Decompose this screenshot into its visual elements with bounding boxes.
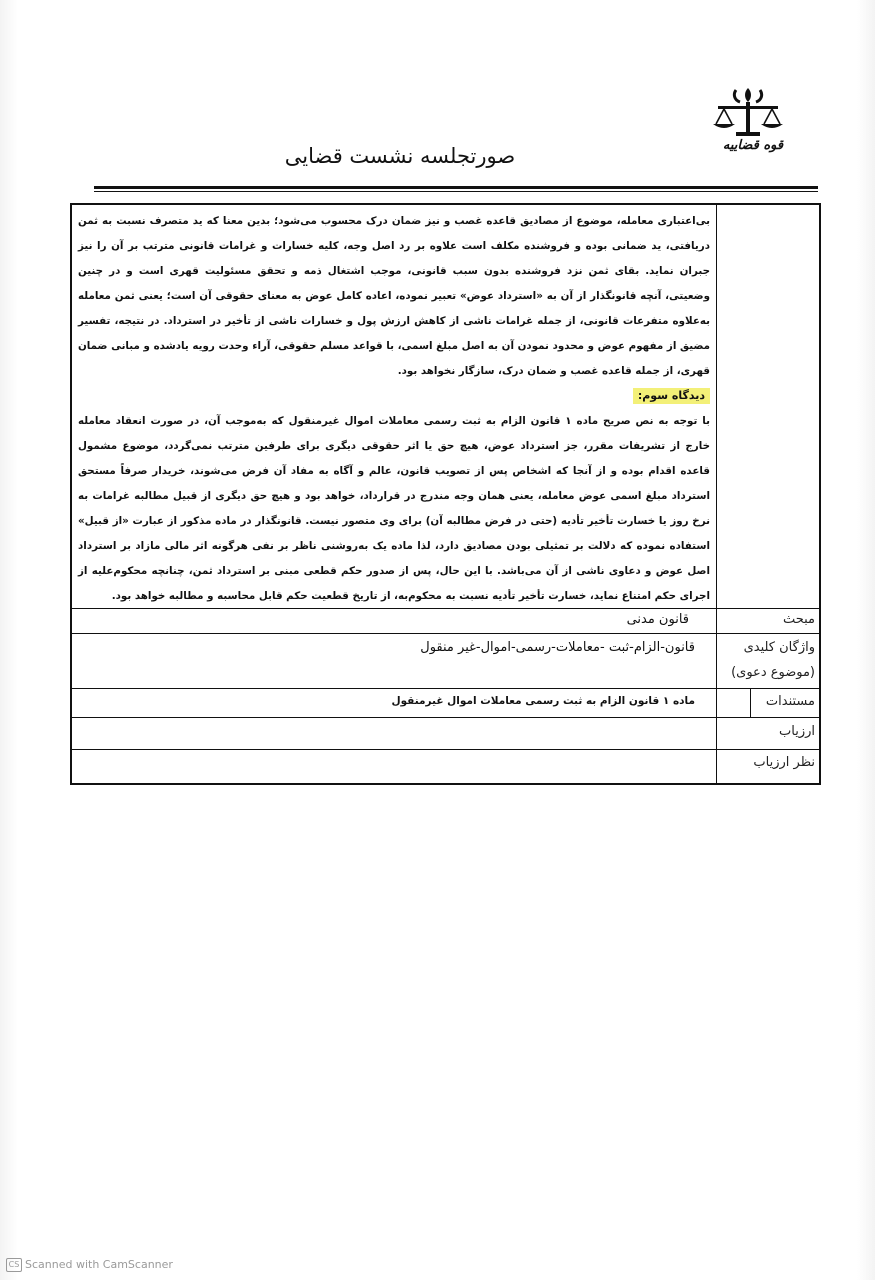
keywords-label: واژگان کلیدی	[743, 640, 815, 655]
table-column-divider	[716, 205, 717, 783]
row-divider	[72, 688, 819, 689]
keywords-value: قانون-الزام-ثبت -معاملات-رسمی-اموال-غیر منقول	[420, 640, 695, 655]
camscanner-watermark	[6, 1258, 173, 1272]
emblem-caption: قوه قضاییه	[722, 138, 784, 153]
subject-label: مبحث	[782, 612, 815, 627]
row-divider	[72, 633, 819, 634]
row-divider	[72, 717, 819, 718]
opinion-paragraph-2: با توجه به نص صریح ماده ۱ قانون الزام به ثبت رسمی معاملات اموال غیرمنقول که به‌موجب آن، در صورت انعقاد معامله خارج از تشریفات مقرر، جز استرداد عوض، هیچ حق یا اثر حقوقی دیگری برای طرفین مترتب نمی‌گردد، موضوع مشمول قاعده اقدام بوده و از آنجا که اشخاص پس از تصویب قانون، عالم و آگاه به مفاد آن فرض می‌شوند، خریدار صرفاً مستحق استرداد مبلغ اسمی عوض معامله، یعنی همان وجه مندرج در قرارداد، خواهد بود و هیچ حق دیگری از قبیل مطالبه غرامات به نرخ روز یا خسارت تأخیر تأدیه (حتی در فرض مطالبه آن) برای وی متصور نیست. قانونگذار در ماده مذکور از عبارت «از قبیل» استفاده نموده که دلالت بر تمثیلی بودن مصادیق دارد، لذا ماده یک به‌روشنی ناظر بر نفی هرگونه اثر مالی مازاد بر استرداد اصل عوض و دعاوی ناشی از آن می‌باشد. با این حال، پس از صدور حکم قطعی مبنی بر استرداد ثمن، چنانچه محکوم‌علیه از اجرای حکم امتناع نماید، خسارت تأخیر تأدیه نسبت به محکوم‌به، از تاریخ قطعیت حکم قابل محاسبه و مطالبه خواهد بود.	[78, 415, 710, 602]
page-title: صورتجلسه نشست قضایی	[284, 144, 516, 168]
camscanner-logo-icon: CS	[6, 1258, 22, 1272]
documents-label: مستندات	[765, 694, 815, 709]
documents-inner-divider	[750, 689, 751, 717]
minutes-table	[70, 203, 821, 785]
evaluator-label: ارزیاب	[779, 724, 815, 739]
title-rule-thick	[94, 186, 818, 189]
camscanner-text: Scanned with CamScanner	[25, 1258, 173, 1271]
evaluator-opinion-label: نظر ارزیاب	[753, 755, 815, 770]
subject-value: قانون مدنی	[626, 612, 689, 627]
opinion-paragraph-1: بی‌اعتباری معامله، موضوع از مصادیق قاعده غصب و نیز ضمان درک محسوب می‌شود؛ بدین معنا که ید متصرف نسبت به ثمن دریافتی، ید ضمانی بوده و فروشنده مکلف است علاوه بر رد اصل وجه، کلیه خسارات و غرامات قانونی مترتب بر آن را نیز جبران نماید. بقای ثمن نزد فروشنده بدون سبب قانونی، موجب اشتغال ذمه و تحقق مسئولیت قهری است و در چنین وضعیتی، آنچه قانونگذار از آن به «استرداد عوض» تعبیر نموده، اعاده کامل عوض به معنای حقوقی آن است؛ یعنی ثمن معامله به‌علاوه متفرعات قانونی، از جمله غرامات ناشی از کاهش ارزش پول و خسارات ناشی از تأخیر در استرداد. در نتیجه، تفسیر مضیق از مفهوم عوض و محدود نمودن آن به اصل مبلغ اسمی، با قواعد مسلم حقوقی، آراء وحدت رویه یادشده و مبانی ضمان قهری، از جمله قاعده غصب و ضمان درک، سازگار نخواهد بود.	[78, 215, 710, 377]
row-divider	[72, 749, 819, 750]
keywords-sub-label: (موضوع دعوی)	[731, 665, 815, 680]
opinion-text-cell	[78, 209, 710, 607]
title-rule-thin	[94, 191, 818, 192]
row-divider	[72, 608, 819, 609]
third-opinion-heading: دیدگاه سوم:	[633, 388, 710, 404]
documents-value: ماده ۱ قانون الزام به ثبت رسمی معاملات اموال غیرمنقول	[391, 695, 695, 707]
